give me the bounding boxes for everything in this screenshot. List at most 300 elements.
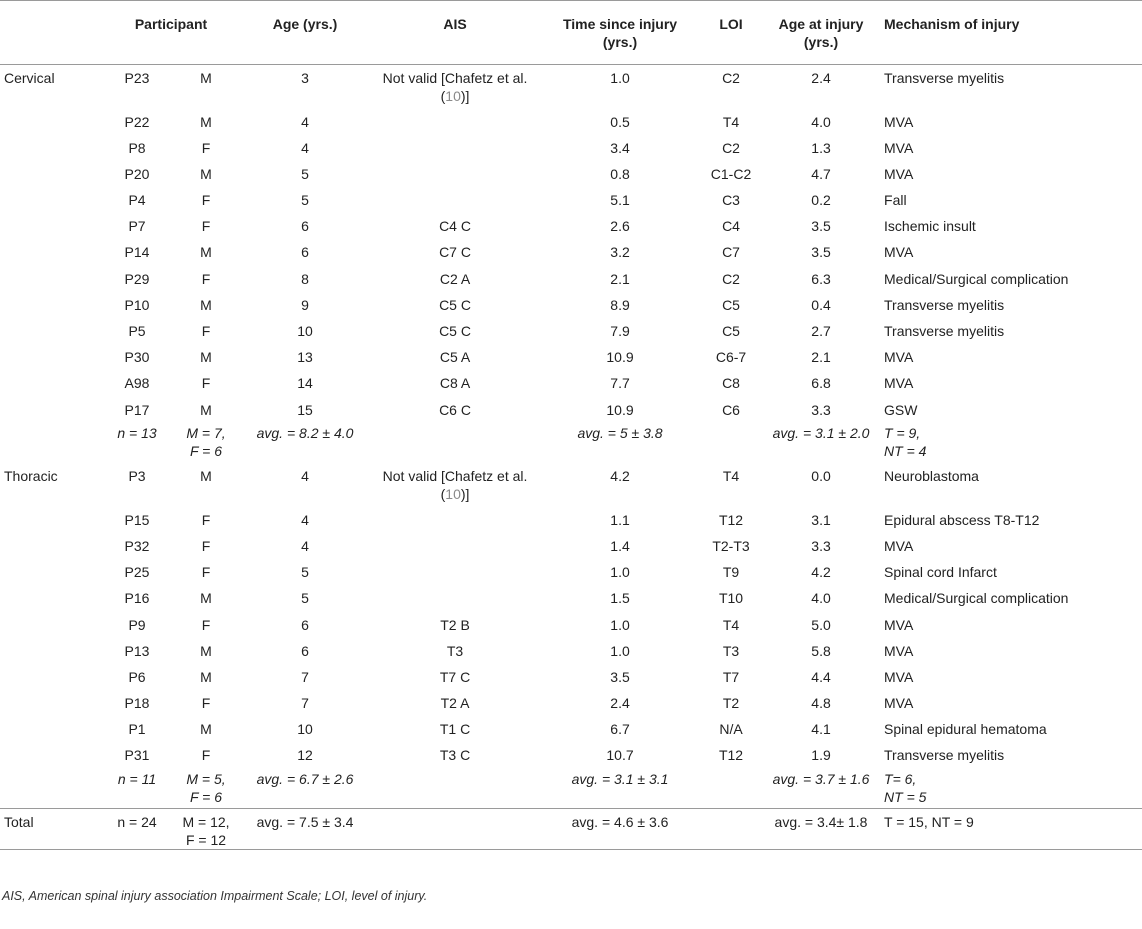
participant-age-at-injury: 1.9 (811, 747, 831, 764)
total-time: avg. = 4.6 ± 3.6 (571, 814, 669, 831)
participant-time-since-injury: 1.1 (610, 511, 630, 528)
participant-age: 4 (301, 139, 309, 156)
participant-time-since-injury: 1.0 (610, 616, 630, 633)
participant-mechanism: Spinal cord Infarct (884, 564, 997, 581)
total-age-at-injury: avg. = 3.4± 1.8 (774, 814, 868, 831)
participant-age: 4 (301, 467, 309, 484)
participant-id: P7 (128, 218, 146, 235)
total-n: n = 24 (117, 814, 157, 831)
ais-not-valid-text: Not valid [Chafetz et al. (382, 467, 528, 484)
total-label: Total (4, 814, 34, 831)
ais-not-valid-text: Not valid [Chafetz et al. (382, 70, 528, 86)
participant-mechanism: MVA (884, 349, 914, 366)
participant-sex: M (200, 467, 212, 484)
participant-time-since-injury: 0.8 (610, 165, 630, 182)
participant-mechanism: Medical/Surgical complication (884, 590, 1069, 607)
participant-mechanism: Transverse myelitis (884, 296, 1005, 313)
participant-id: P16 (124, 590, 150, 607)
participant-mechanism: Transverse myelitis (884, 323, 1005, 339)
table-body (0, 65, 1142, 850)
participant-time-since-injury: 4.2 (610, 467, 630, 484)
participant-sex: F (201, 270, 211, 287)
participant-ais: C4 C (439, 218, 471, 235)
summary-sex-line2: F = 6 (189, 788, 223, 805)
participant-mechanism: MVA (884, 139, 914, 156)
summary-row (0, 769, 1142, 809)
total-ais-empty (370, 809, 540, 850)
participant-age-at-injury: 6.3 (811, 270, 831, 287)
participant-mechanism: Spinal epidural hematoma (884, 721, 1047, 738)
summary-sex-line1: M = 7, (186, 424, 226, 441)
participant-mechanism: MVA (884, 616, 914, 633)
participant-age-at-injury: 5.8 (811, 642, 831, 659)
participant-loi: C5 (722, 296, 740, 313)
participant-age: 13 (297, 349, 313, 366)
participant-sex: M (200, 642, 212, 659)
group-label (0, 397, 102, 423)
participant-loi: T3 (722, 642, 740, 659)
participant-id: P23 (124, 70, 150, 86)
participant-ais (370, 585, 540, 611)
total-sex (172, 809, 240, 850)
participant-loi: T10 (718, 590, 744, 607)
group-label (0, 690, 102, 716)
participant-loi: C8 (722, 375, 740, 392)
participant-id: P22 (124, 113, 150, 130)
participant-age: 5 (301, 590, 309, 607)
summary-row (0, 423, 1142, 463)
participant-age-at-injury: 3.5 (811, 244, 831, 261)
participant-age: 6 (301, 642, 309, 659)
total-sex-line1: M = 12, (182, 814, 230, 831)
participant-time-since-injury: 6.7 (610, 721, 630, 738)
summary-empty (0, 423, 102, 463)
participant-age: 5 (301, 192, 309, 209)
participant-ais: T2 A (440, 695, 470, 712)
table-row (0, 266, 1142, 292)
participant-age-at-injury: 2.4 (811, 70, 831, 86)
participant-id: P31 (124, 747, 150, 764)
summary-n: n = 13 (117, 424, 157, 441)
participant-time-since-injury: 3.4 (610, 139, 630, 156)
table-row (0, 585, 1142, 611)
participant-loi: C6-7 (715, 349, 747, 366)
header-row (0, 1, 1142, 65)
participant-ais (370, 507, 540, 533)
participant-loi: T2 (722, 695, 740, 712)
participant-sex: M (200, 349, 212, 366)
participant-age: 5 (301, 564, 309, 581)
participant-loi: T4 (722, 467, 740, 484)
participant-time-since-injury: 2.6 (610, 218, 630, 235)
participant-id: P14 (124, 244, 150, 261)
citation-link[interactable]: 10 (445, 88, 461, 104)
participant-ais: T3 (446, 642, 464, 659)
participant-mechanism: MVA (884, 375, 914, 392)
participant-loi: T4 (722, 616, 740, 633)
participant-sex: F (201, 564, 211, 581)
table-row (0, 559, 1142, 585)
participant-time-since-injury: 10.7 (606, 747, 634, 764)
participant-ais (370, 135, 540, 161)
participant-ais: T3 C (439, 747, 471, 764)
participant-time-since-injury: 1.5 (610, 590, 630, 607)
participant-ais: C5 C (439, 296, 471, 313)
table-row (0, 533, 1142, 559)
participant-ais: C6 C (439, 401, 471, 418)
participant-loi: C7 (722, 244, 740, 261)
table-row (0, 397, 1142, 423)
ref-close: )] (460, 485, 470, 502)
group-label (0, 187, 102, 213)
participant-id: A98 (124, 375, 150, 392)
summary-loi-empty (700, 423, 762, 463)
participant-sex: F (201, 192, 211, 209)
participant-sex: M (200, 70, 212, 86)
participant-mechanism: MVA (884, 537, 914, 554)
participant-id: P32 (124, 537, 150, 554)
group-label (0, 612, 102, 638)
participant-age-at-injury: 4.8 (811, 695, 831, 712)
summary-time: avg. = 3.1 ± 3.1 (571, 770, 669, 787)
summary-mech-line2: NT = 5 (884, 788, 927, 805)
header-loi: LOI (719, 16, 743, 32)
participant-age: 3 (301, 70, 309, 86)
summary-age: avg. = 8.2 ± 4.0 (256, 424, 354, 441)
group-label (0, 239, 102, 265)
participant-sex: M (200, 296, 212, 313)
participant-age: 10 (297, 721, 313, 738)
participant-age: 12 (297, 747, 313, 764)
participant-time-since-injury: 7.7 (610, 375, 630, 392)
summary-empty (0, 769, 102, 809)
participant-age-at-injury: 4.4 (811, 668, 831, 685)
group-label (0, 638, 102, 664)
summary-mech-line1: T = 9, (884, 424, 921, 441)
participant-ais (370, 533, 540, 559)
summary-mechanism (880, 769, 1142, 809)
participant-age: 10 (297, 323, 313, 339)
header-time-since-injury (540, 1, 700, 65)
header-age: Age (yrs.) (272, 16, 338, 32)
table-row (0, 65, 1142, 109)
participant-mechanism: Neuroblastoma (884, 467, 979, 484)
participant-loi: C1-C2 (710, 165, 752, 182)
participant-age: 6 (301, 616, 309, 633)
summary-loi-empty (700, 769, 762, 809)
table-row (0, 370, 1142, 396)
participant-id: P20 (124, 165, 150, 182)
total-sex-line2: F = 12 (185, 832, 227, 849)
ref-open: ( (440, 485, 446, 502)
participant-time-since-injury: 0.5 (610, 113, 630, 130)
participant-loi: C4 (722, 218, 740, 235)
participant-loi: C2 (722, 70, 740, 86)
participant-mechanism: Transverse myelitis (884, 70, 1005, 86)
total-loi-empty (700, 809, 762, 850)
table-row (0, 292, 1142, 318)
summary-sex (172, 423, 240, 463)
participant-sex: M (200, 590, 212, 607)
participant-ais: C5 A (439, 349, 471, 366)
participant-loi: C2 (722, 270, 740, 287)
participant-ais: C2 A (439, 270, 471, 287)
table-row (0, 109, 1142, 135)
total-row (0, 809, 1142, 850)
participant-age: 4 (301, 511, 309, 528)
total-mechanism: T = 15, NT = 9 (884, 814, 974, 831)
participant-id: P5 (128, 323, 146, 339)
participant-id: P10 (124, 296, 150, 313)
group-label (0, 109, 102, 135)
participant-loi: C5 (722, 323, 740, 339)
participant-mechanism: GSW (884, 401, 918, 418)
participant-time-since-injury: 1.0 (610, 70, 630, 86)
participant-loi: C6 (722, 401, 740, 418)
participant-sex: M (200, 401, 212, 418)
participant-sex: M (200, 721, 212, 738)
participant-age: 8 (301, 270, 309, 287)
participant-mechanism: Medical/Surgical complication (884, 270, 1069, 287)
group-label (0, 292, 102, 318)
summary-sex-line2: F = 6 (189, 442, 223, 459)
header-age-inj-line1: Age at injury (778, 16, 864, 32)
participant-time-since-injury: 3.5 (610, 668, 630, 685)
participant-age-at-injury: 3.3 (811, 537, 831, 554)
participant-mechanism: MVA (884, 113, 914, 130)
summary-ais-empty (370, 769, 540, 809)
participant-id: P1 (128, 721, 146, 738)
table-row (0, 135, 1142, 161)
participant-age: 15 (297, 401, 313, 418)
header-time-line1: Time since injury (562, 16, 678, 32)
participant-ais (370, 559, 540, 585)
table-row (0, 318, 1142, 344)
participant-id: P4 (128, 192, 146, 209)
summary-ais-empty (370, 423, 540, 463)
group-label (0, 533, 102, 559)
participant-age: 4 (301, 113, 309, 130)
participant-ais: T2 B (440, 616, 470, 633)
participant-id: P29 (124, 270, 150, 287)
participant-sex: F (201, 139, 211, 156)
participant-age: 4 (301, 537, 309, 554)
table-row (0, 742, 1142, 768)
participant-ais: C5 C (439, 323, 471, 339)
participant-loi: C3 (722, 192, 740, 209)
participant-age-at-injury: 0.4 (811, 296, 831, 313)
participant-ais (370, 187, 540, 213)
participant-sex: F (201, 695, 211, 712)
summary-mechanism (880, 423, 1142, 463)
participant-age-at-injury: 1.3 (811, 139, 831, 156)
participant-age-at-injury: 4.7 (811, 165, 831, 182)
participant-age-at-injury: 4.0 (811, 113, 831, 130)
participant-ais: T7 C (439, 668, 471, 685)
group-label (0, 742, 102, 768)
group-label (0, 213, 102, 239)
participant-time-since-injury: 5.1 (610, 192, 630, 209)
citation-link[interactable]: 10 (445, 485, 461, 502)
participant-age-at-injury: 3.1 (811, 511, 831, 528)
participant-age-at-injury: 4.0 (811, 590, 831, 607)
participant-loi: T2-T3 (712, 537, 750, 554)
total-age: avg. = 7.5 ± 3.4 (256, 814, 354, 831)
summary-mech-line2: NT = 4 (884, 442, 927, 459)
participant-sex: F (201, 323, 211, 339)
participant-id: P8 (128, 139, 146, 156)
summary-mech-line1: T= 6, (884, 770, 917, 787)
participant-time-since-injury: 2.1 (610, 270, 630, 287)
participant-ais: C7 C (439, 244, 471, 261)
group-label (0, 266, 102, 292)
participant-age-at-injury: 3.3 (811, 401, 831, 418)
header-mechanism: Mechanism of injury (884, 16, 1020, 32)
summary-age-at-injury: avg. = 3.7 ± 1.6 (772, 770, 870, 787)
group-label (0, 344, 102, 370)
participant-age-at-injury: 2.1 (811, 349, 831, 366)
participant-age: 6 (301, 218, 309, 235)
table-row (0, 239, 1142, 265)
participant-id: P25 (124, 564, 150, 581)
participant-sex: M (200, 244, 212, 261)
ref-open: ( (440, 88, 446, 104)
group-label (0, 716, 102, 742)
participant-mechanism: MVA (884, 668, 914, 685)
participant-sex: F (201, 218, 211, 235)
participant-age-at-injury: 6.8 (811, 375, 831, 392)
header-age-inj-line2: (yrs.) (803, 34, 839, 50)
header-participant: Participant (134, 16, 208, 32)
group-label (0, 664, 102, 690)
header-group (0, 1, 102, 65)
participant-loi: T7 (722, 668, 740, 685)
participant-age-at-injury: 0.2 (811, 192, 831, 209)
header-age-at-injury (762, 1, 880, 65)
table-row (0, 690, 1142, 716)
participant-ais: C8 A (439, 375, 471, 392)
participant-age: 7 (301, 695, 309, 712)
participant-id: P6 (128, 668, 146, 685)
ref-close: )] (460, 88, 470, 104)
participant-ais (370, 109, 540, 135)
participant-age: 14 (297, 375, 313, 392)
participant-age-at-injury: 0.0 (811, 467, 831, 484)
participant-mechanism: MVA (884, 244, 914, 261)
header-time-line2: (yrs.) (602, 34, 638, 50)
group-label (0, 559, 102, 585)
table-row (0, 463, 1142, 507)
participant-id: P18 (124, 695, 150, 712)
participant-age: 7 (301, 668, 309, 685)
ais-not-valid (370, 65, 540, 109)
participant-age-at-injury: 4.1 (811, 721, 831, 738)
summary-age: avg. = 6.7 ± 2.6 (256, 770, 354, 787)
group-label (0, 585, 102, 611)
summary-n: n = 11 (117, 770, 157, 787)
participant-age-at-injury: 5.0 (811, 616, 831, 633)
group-label (0, 135, 102, 161)
participant-sex: F (201, 375, 211, 392)
participant-sex: F (201, 537, 211, 554)
participant-time-since-injury: 1.4 (610, 537, 630, 554)
group-label: Thoracic (4, 467, 58, 484)
table-footnote: AIS, American spinal injury association Impairment Scale; LOI, level of injury. (2, 889, 428, 903)
participant-age: 5 (301, 165, 309, 182)
participant-time-since-injury: 1.0 (610, 642, 630, 659)
participant-mechanism: Ischemic insult (884, 218, 976, 235)
summary-sex (172, 769, 240, 809)
participant-loi: T9 (722, 564, 740, 581)
participant-id: P9 (128, 616, 146, 633)
participant-id: P30 (124, 349, 150, 366)
participant-time-since-injury: 2.4 (610, 695, 630, 712)
participant-age-at-injury: 2.7 (811, 323, 831, 339)
participant-sex: M (200, 668, 212, 685)
participant-sex: M (200, 113, 212, 130)
participant-time-since-injury: 3.2 (610, 244, 630, 261)
table-row (0, 716, 1142, 742)
table-row (0, 161, 1142, 187)
participant-time-since-injury: 10.9 (606, 401, 634, 418)
table-row (0, 213, 1142, 239)
table-row (0, 638, 1142, 664)
summary-sex-line1: M = 5, (186, 770, 226, 787)
participant-mechanism: Transverse myelitis (884, 747, 1005, 764)
summary-age-at-injury: avg. = 3.1 ± 2.0 (772, 424, 870, 441)
participant-age: 6 (301, 244, 309, 261)
participant-id: P3 (128, 467, 146, 484)
participant-age-at-injury: 4.2 (811, 564, 831, 581)
participant-mechanism: MVA (884, 695, 914, 712)
participant-time-since-injury: 1.0 (610, 564, 630, 581)
participant-ais: T1 C (439, 721, 471, 738)
participant-loi: T4 (722, 113, 740, 130)
table-header (0, 1, 1142, 65)
group-label: Cervical (4, 70, 55, 86)
header-ais: AIS (443, 16, 467, 32)
participant-sex: M (200, 165, 212, 182)
participant-loi: C2 (722, 139, 740, 156)
participant-loi: N/A (719, 721, 743, 738)
group-label (0, 161, 102, 187)
participant-id: P15 (124, 511, 150, 528)
ais-not-valid (370, 463, 540, 507)
participant-id: P17 (124, 401, 150, 418)
participant-sex: F (201, 747, 211, 764)
group-label (0, 507, 102, 533)
summary-time: avg. = 5 ± 3.8 (577, 424, 663, 441)
participant-sex: F (201, 616, 211, 633)
participant-ais (370, 161, 540, 187)
table-row (0, 612, 1142, 638)
participant-loi: T12 (718, 511, 744, 528)
participant-time-since-injury: 10.9 (606, 349, 634, 366)
participant-age: 9 (301, 296, 309, 313)
participant-time-since-injury: 8.9 (610, 296, 630, 313)
participant-mechanism: MVA (884, 165, 914, 182)
participant-mechanism: MVA (884, 642, 914, 659)
participant-sex: F (201, 511, 211, 528)
participant-mechanism: Epidural abscess T8-T12 (884, 511, 1040, 528)
table-row (0, 187, 1142, 213)
participant-mechanism: Fall (884, 192, 907, 209)
participant-id: P13 (124, 642, 150, 659)
group-label (0, 370, 102, 396)
table-row (0, 507, 1142, 533)
table-row (0, 344, 1142, 370)
participant-age-at-injury: 3.5 (811, 218, 831, 235)
